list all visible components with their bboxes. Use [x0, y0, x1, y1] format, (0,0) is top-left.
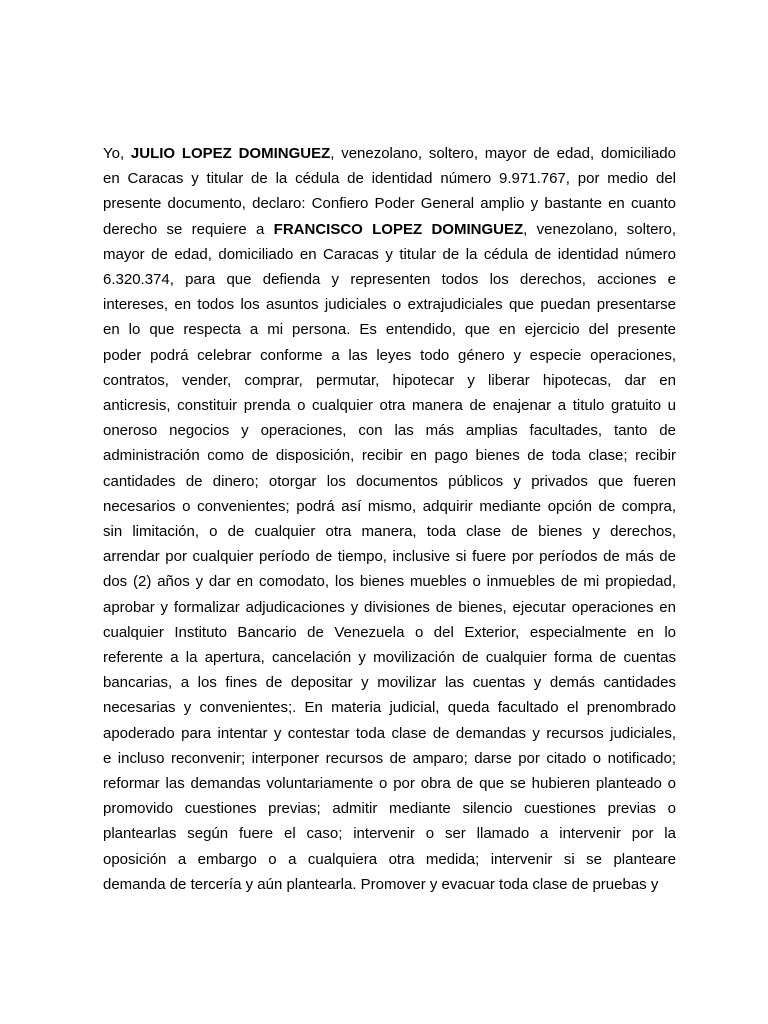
- line-text: cualquier Instituto Bancario de Venezuela o del Exterior, especialmente en lo: [103, 623, 676, 641]
- line-text: intereses, en todos los asuntos judiciales o extrajudiciales que puedan presentarse: [103, 296, 676, 314]
- document-line: [103, 469, 676, 494]
- document-line: [103, 595, 676, 620]
- line-text: mayor de edad, domiciliado en Caracas y titular de la cédula de identidad número: [103, 245, 676, 263]
- document-line: [103, 166, 676, 191]
- document-line: [103, 544, 676, 569]
- document-line: [103, 267, 676, 292]
- document-line: [103, 317, 676, 342]
- document-line: [103, 443, 676, 468]
- line-text: oposición a embargo o a cualquiera otra medida; intervenir si se planteare: [103, 850, 676, 868]
- line-text: oneroso negocios y operaciones, con las más amplias facultades, tanto de: [103, 422, 676, 440]
- line-text: bancarias, a los fines de depositar y movilizar las cuentas y demás cantidades: [103, 674, 676, 692]
- document-line: [103, 721, 676, 746]
- line-text: referente a la apertura, cancelación y movilización de cualquier forma de cuentas: [103, 649, 676, 666]
- document-line: [103, 494, 676, 519]
- document-line: [103, 292, 676, 317]
- document-line: [103, 620, 676, 645]
- line-text: cantidades de dinero; otorgar los documentos públicos y privados que fueren: [103, 472, 676, 490]
- line-text: dos (2) años y dar en comodato, los bienes muebles o inmuebles de mi propiedad,: [103, 573, 676, 591]
- line-text: reformar las demandas voluntariamente o por obra de que se hubieren planteado o: [103, 775, 676, 792]
- line-text: e incluso reconvenir; interponer recursos de amparo; darse por citado o notificado;: [103, 749, 676, 767]
- line-text: administración como de disposición, recibir en pago bienes de toda clase; recibir: [103, 447, 676, 465]
- line-text: derecho se requiere a: [103, 220, 274, 238]
- line-text: aprobar y formalizar adjudicaciones y divisiones de bienes, ejecutar operaciones en: [103, 598, 676, 616]
- line-text: promovido cuestiones previas; admitir mediante silencio cuestiones previas o: [103, 800, 676, 818]
- person-name: FRANCISCO LOPEZ DOMINGUEZ: [273, 220, 524, 238]
- document-line: [103, 569, 676, 594]
- line-text: sin limitación, o de cualquier otra manera, toda clase de bienes y derechos,: [103, 523, 676, 540]
- line-text: presente documento, declaro: Confiero Poder General amplio y bastante en cuanto: [103, 195, 676, 213]
- line-text: poder podrá celebrar conforme a las leyes todo género y especie operaciones,: [103, 346, 676, 364]
- document-line: [103, 191, 676, 216]
- document-line: [103, 670, 676, 695]
- line-text: , venezolano, soltero, mayor de edad, domiciliado: [330, 145, 676, 162]
- document-line: [103, 746, 676, 771]
- document-line: [103, 217, 676, 242]
- document-line: [103, 695, 676, 720]
- document-line: [103, 645, 676, 670]
- line-text: arrendar por cualquier período de tiempo, inclusive si fuere por períodos de más de: [103, 548, 676, 566]
- document-line: [103, 847, 676, 872]
- line-text: anticresis, constituir prenda o cualquier otra manera de enajenar a titulo gratuito u: [103, 397, 676, 414]
- line-text: , venezolano, soltero,: [523, 220, 676, 238]
- document-line: [103, 771, 676, 796]
- document-line: [103, 343, 676, 368]
- line-text: demanda de tercería y aún plantearla. Promover y evacuar toda clase de pruebas y: [103, 875, 659, 893]
- line-text: en lo que respecta a mi persona. Es entendido, que en ejercicio del presente: [103, 321, 676, 339]
- person-name: JULIO LOPEZ DOMINGUEZ: [130, 145, 331, 162]
- document-line: [103, 242, 676, 267]
- line-text: contratos, vender, comprar, permutar, hipotecar y liberar hipotecas, dar en: [103, 371, 676, 389]
- line-text: en Caracas y titular de la cédula de identidad número 9.971.767, por medio del: [103, 170, 676, 188]
- line-text: plantearlas según fuere el caso; intervenir o ser llamado a intervenir por la: [103, 825, 676, 843]
- line-text: necesarias y convenientes;. En materia judicial, queda facultado el prenombrado: [103, 699, 676, 717]
- document-line: [103, 796, 676, 821]
- document-line: [103, 519, 676, 544]
- line-text: 6.320.374, para que defienda y representen todos los derechos, acciones e: [103, 271, 676, 288]
- line-text: apoderado para intentar y contestar toda clase de demandas y recursos judiciales,: [103, 724, 676, 742]
- document-line: [103, 393, 676, 418]
- document-line: [103, 368, 676, 393]
- line-text: necesarios o convenientes; podrá así mismo, adquirir mediante opción de compra,: [103, 497, 676, 515]
- document-line: [103, 418, 676, 443]
- line-text: Yo,: [103, 145, 131, 162]
- document-line: [103, 872, 676, 897]
- document-line: [103, 821, 676, 846]
- document-line: [103, 141, 676, 166]
